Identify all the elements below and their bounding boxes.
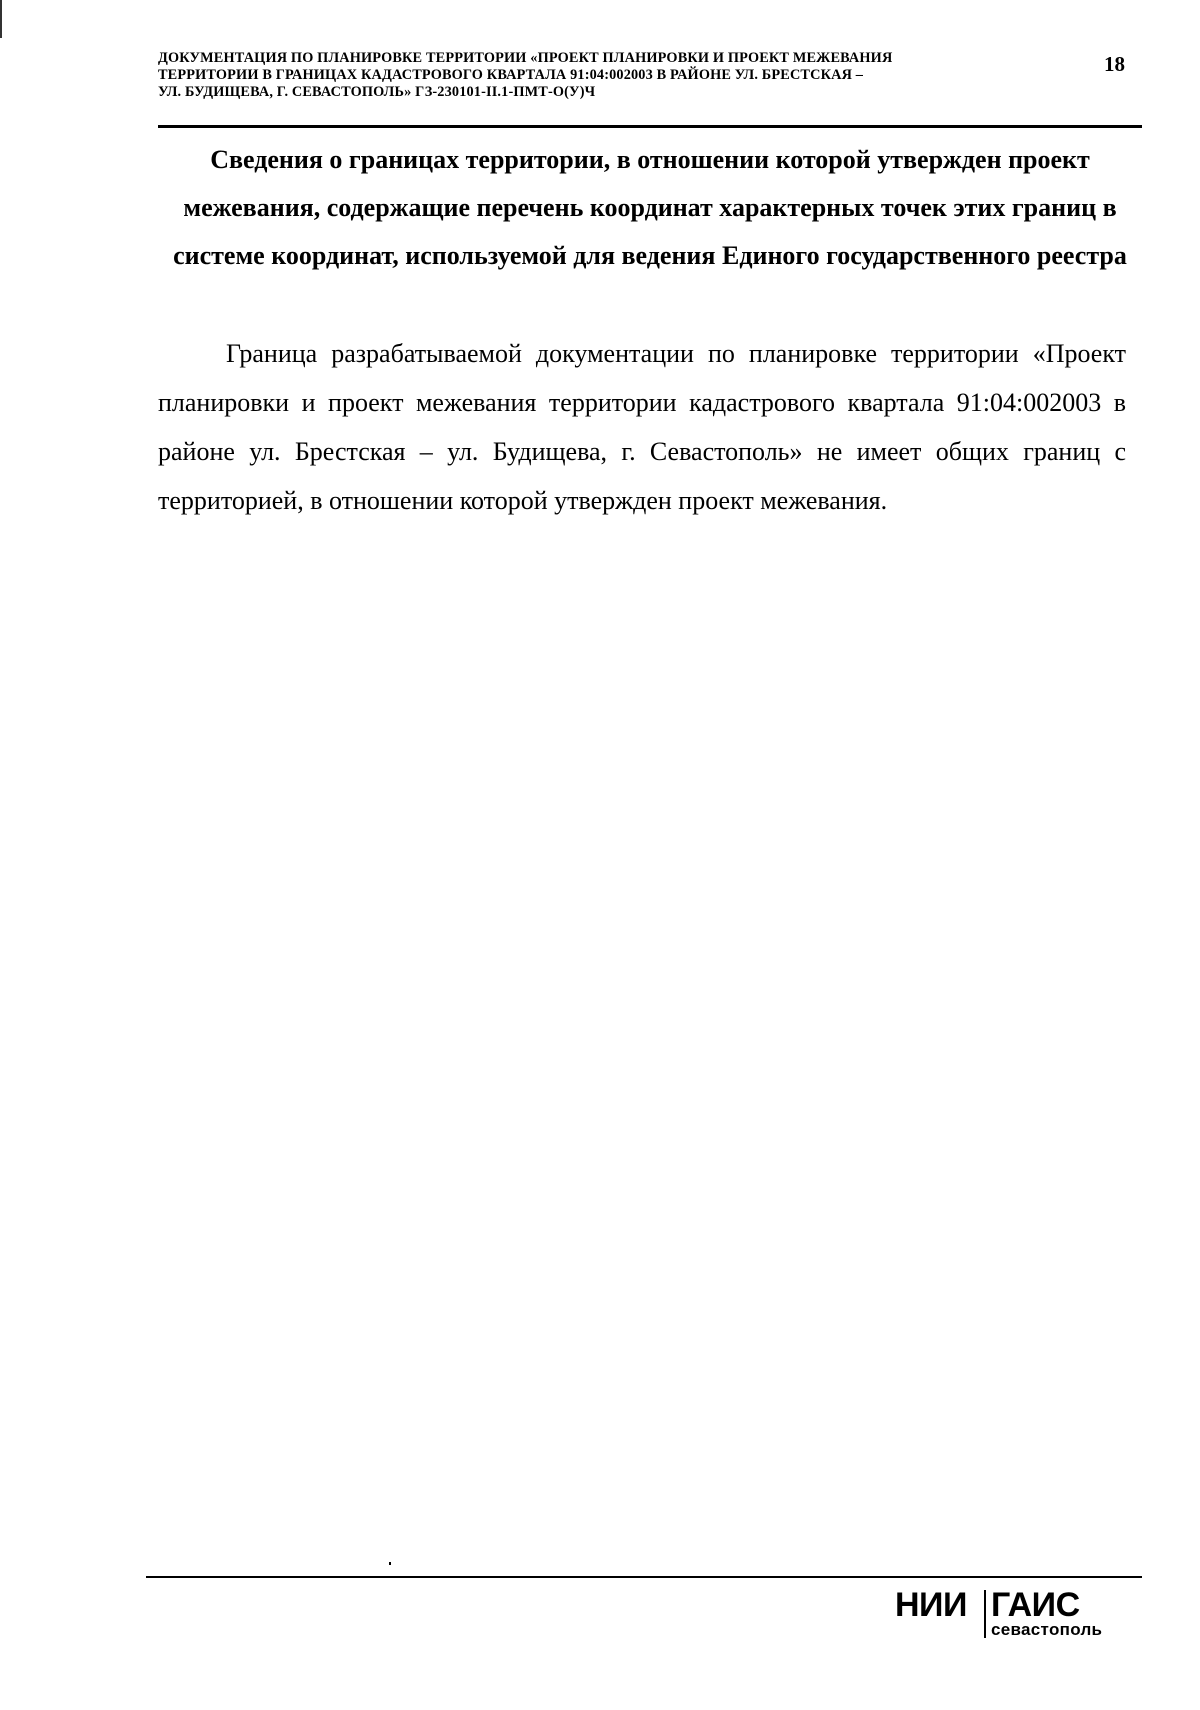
header-line-1: ДОКУМЕНТАЦИЯ ПО ПЛАНИРОВКЕ ТЕРРИТОРИИ «ПРОЕКТ ПЛАНИРОВКИ И ПРОЕКТ МЕЖЕВАНИЯ [158, 50, 893, 66]
scan-speck [389, 1562, 391, 1565]
logo-text-city: севастополь [991, 1620, 1103, 1639]
logo-text-gais: ГАИС [991, 1586, 1080, 1624]
section-title: Сведения о границах территории, в отношении которой утвержден проект межевания, содержащие перечень координат характерных точек этих границ в системе координат, используемой для ведения Единого государственного реестра [173, 145, 1127, 270]
footer-divider [146, 1576, 1142, 1578]
page-number: 18 [1104, 52, 1125, 76]
header-line-2: ТЕРРИТОРИИ В ГРАНИЦАХ КАДАСТРОВОГО КВАРТАЛА 91:04:002003 В РАЙОНЕ УЛ. БРЕСТСКАЯ – [158, 67, 864, 83]
scan-edge-mark [0, 0, 2, 38]
body-paragraph: Граница разрабатываемой документации по планировке территории «Проект планировки и проект межевания территории кадастрового квартала 91:04:002003 в районе ул. Брестская – ул. Будищева, г. Севастополь» не имеет общих границ с территорией, в отношении которой утвержден проект межевания. [158, 339, 1126, 515]
logo-text-nii: НИИ [895, 1586, 967, 1624]
document-header [158, 50, 1058, 101]
header-divider [158, 125, 1142, 128]
company-logo [895, 1586, 1145, 1640]
logo-divider [984, 1590, 986, 1638]
header-line-3: УЛ. БУДИЩЕВА, Г. СЕВАСТОПОЛЬ» ГЗ-230101-II.1-ПМТ-О(У)Ч [158, 84, 596, 100]
